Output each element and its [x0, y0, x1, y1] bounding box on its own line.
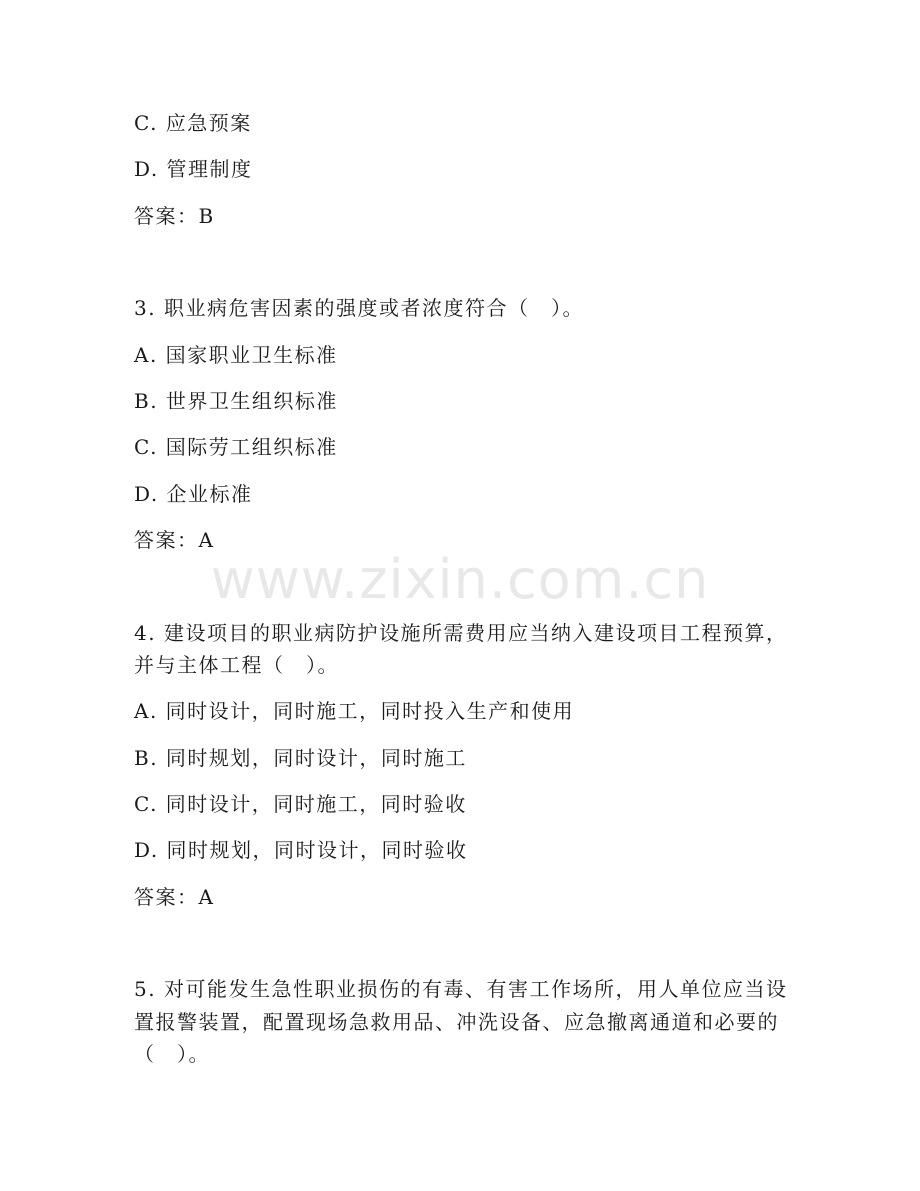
q3-option-b: B. 世界卫生组织标准: [134, 389, 338, 413]
q4-option-a: A. 同时设计，同时施工，同时投入生产和使用: [134, 699, 575, 723]
q3-option-c: C. 国际劳工组织标准: [134, 435, 338, 459]
q4-option-b: B. 同时规划，同时设计，同时施工: [134, 746, 467, 770]
q4-question-line2: 并与主体工程（ ）。: [134, 653, 339, 677]
q2-option-d: D. 管理制度: [134, 157, 253, 181]
q3-option-d: D. 企业标准: [134, 482, 253, 506]
q5-question-line2: 置报警装置，配置现场急救用品、冲洗设备、应急撤离通道和必要的: [134, 1010, 779, 1034]
q5-question-line1: 5. 对可能发生急性职业损伤的有毒、有害工作场所，用人单位应当设: [134, 977, 788, 1001]
q3-question: 3. 职业病危害因素的强度或者浓度符合（ ）。: [134, 296, 584, 320]
q2-option-c: C. 应急预案: [134, 111, 252, 135]
q5-question-line3: （ ）。: [134, 1042, 210, 1066]
q4-question-line1: 4. 建设项目的职业病防护设施所需费用应当纳入建设项目工程预算，: [134, 621, 788, 645]
q4-answer: 答案：A: [134, 885, 215, 909]
q4-option-d: D. 同时规划，同时设计，同时验收: [134, 838, 468, 862]
watermark: www.zixin.com.cn: [210, 548, 710, 611]
q3-answer: 答案：A: [134, 528, 215, 552]
q3-option-a: A. 国家职业卫生标准: [134, 343, 338, 367]
q2-answer: 答案：B: [134, 204, 215, 228]
q4-option-c: C. 同时设计，同时施工，同时验收: [134, 792, 467, 816]
